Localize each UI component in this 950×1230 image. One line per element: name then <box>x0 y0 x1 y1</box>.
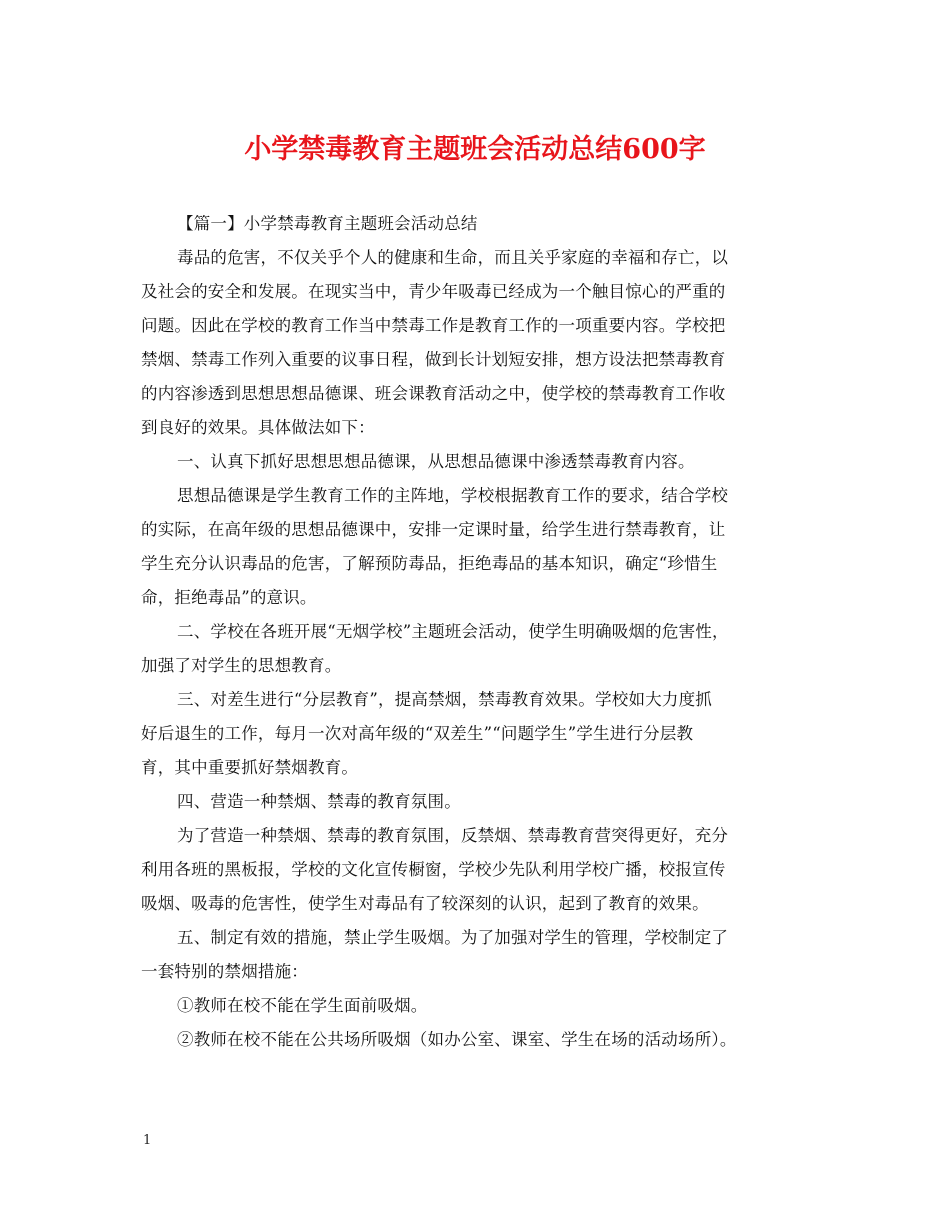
text-line: 命，拒绝毒品”的意识。 <box>141 588 317 607</box>
section-heading: 【篇一】小学禁毒教育主题班会活动总结 <box>177 214 478 233</box>
text-line: 问题。因此在学校的教育工作当中禁毒工作是教育工作的一项重要内容。学校把 <box>141 316 726 335</box>
page-number: 1 <box>143 1133 152 1148</box>
text-line: 及社会的安全和发展。在现实当中，青少年吸毒已经成为一个触目惊心的严重的 <box>141 282 726 301</box>
document-title: 小学禁毒教育主题班会活动总结600字 <box>244 134 706 165</box>
list-item: ②教师在校不能在公共场所吸烟（如办公室、课室、学生在场的活动场所）。 <box>177 1030 737 1049</box>
text-line: 毒品的危害，不仅关乎个人的健康和生命，而且关乎家庭的幸福和存亡，以 <box>177 248 729 267</box>
list-item: ①教师在校不能在学生面前吸烟。 <box>177 996 428 1015</box>
document-body <box>141 207 806 1057</box>
text-line: 好后退生的工作，每月一次对高年级的“双差生”“问题学生”学生进行分层教 <box>141 724 694 743</box>
text-line: 禁烟、禁毒工作列入重要的议事日程，做到长计划短安排，想方设法把禁毒教育 <box>141 350 726 369</box>
text-line: 学生充分认识毒品的危害，了解预防毒品，拒绝毒品的基本知识，确定“珍惜生 <box>141 554 718 573</box>
text-line: 一、认真下抓好思想思想品德课，从思想品德课中渗透禁毒教育内容。 <box>177 452 695 471</box>
text-line: 的内容渗透到思想思想品德课、班会课教育活动之中，使学校的禁毒教育工作收 <box>141 384 726 403</box>
text-line: 思想品德课是学生教育工作的主阵地，学校根据教育工作的要求，结合学校 <box>177 486 729 505</box>
text-line: 三、对差生进行“分层教育”，提高禁烟，禁毒教育效果。学校如大力度抓 <box>177 690 712 709</box>
text-line: 一套特别的禁烟措施： <box>141 962 308 981</box>
text-line: 利用各班的黑板报，学校的文化宣传橱窗，学校少先队利用学校广播，校报宣传 <box>141 860 726 879</box>
text-line: 育，其中重要抓好禁烟教育。 <box>141 758 359 777</box>
text-line: 吸烟、吸毒的危害性，使学生对毒品有了较深刻的认识，起到了教育的效果。 <box>141 894 709 913</box>
text-line: 四、营造一种禁烟、禁毒的教育氛围。 <box>177 792 461 811</box>
text-line: 二、学校在各班开展“无烟学校”主题班会活动，使学生明确吸烟的危害性， <box>177 622 729 641</box>
text-line: 加强了对学生的思想教育。 <box>141 656 342 675</box>
text-line: 五、制定有效的措施，禁止学生吸烟。为了加强对学生的管理，学校制定了 <box>177 928 729 947</box>
text-line: 的实际，在高年级的思想品德课中，安排一定课时量，给学生进行禁毒教育，让 <box>141 520 726 539</box>
text-line: 为了营造一种禁烟、禁毒的教育氛围，反禁烟、禁毒教育营突得更好，充分 <box>177 826 729 845</box>
text-line: 到良好的效果。具体做法如下： <box>141 418 375 437</box>
